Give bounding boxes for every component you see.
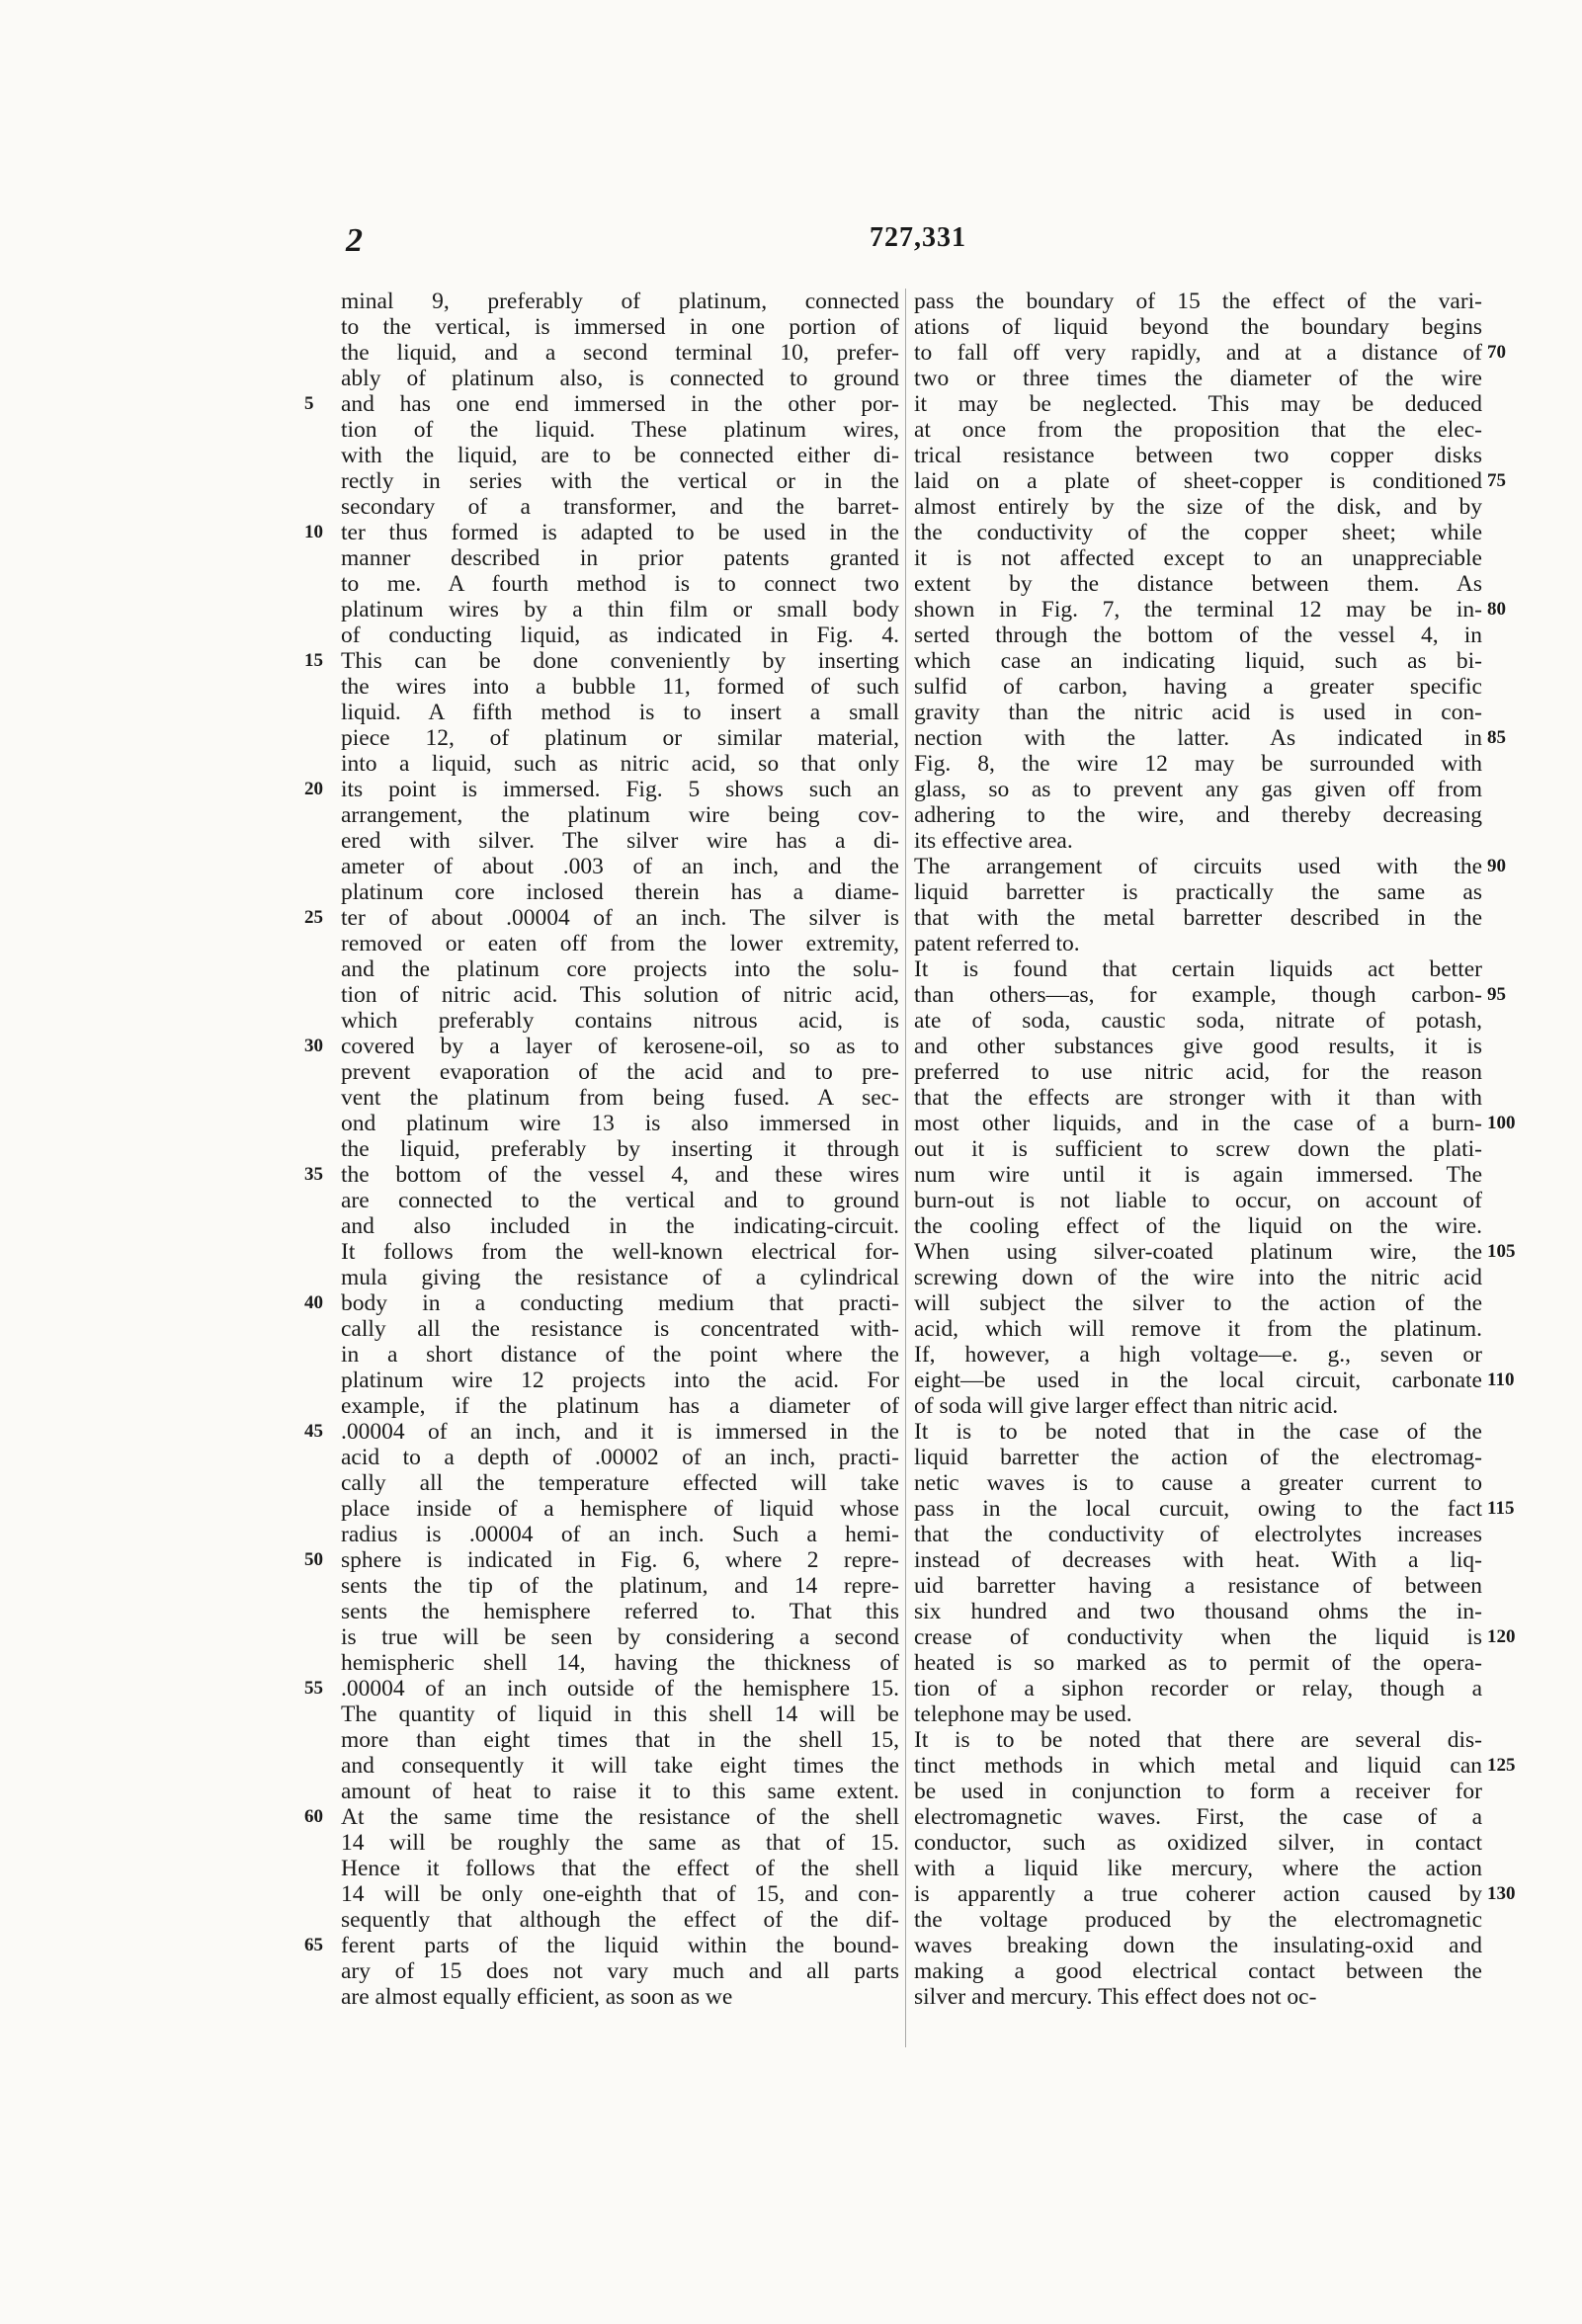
text-line: more than eight times that in the shell 15, bbox=[341, 1727, 899, 1753]
text-line: 14 will be roughly the same as that of 15. bbox=[341, 1830, 899, 1856]
text-line: cally all the resistance is concentrated with- bbox=[341, 1316, 899, 1342]
text-line: and consequently it will take eight times the bbox=[341, 1753, 899, 1779]
text-line: it is not affected except to an unappreciable bbox=[914, 545, 1482, 571]
patent-number: 727,331 bbox=[870, 222, 966, 253]
line-number: 85 bbox=[1487, 727, 1506, 748]
text-line: electromagnetic waves. First, the case of a bbox=[914, 1804, 1482, 1830]
text-line: manner described in prior patents granted bbox=[341, 545, 899, 571]
text-line: sents the tip of the platinum, and 14 repre- bbox=[341, 1573, 899, 1599]
text-line: and has one end immersed in the other por- bbox=[341, 391, 899, 417]
text-line: and other substances give good results, it is bbox=[914, 1034, 1482, 1059]
text-line: gravity than the nitric acid is used in con- bbox=[914, 700, 1482, 725]
line-number: 70 bbox=[1487, 342, 1506, 363]
text-line: its effective area. bbox=[914, 828, 1073, 854]
text-line: the cooling effect of the liquid on the wire. bbox=[914, 1213, 1482, 1239]
text-line: ably of platinum also, is connected to ground bbox=[341, 366, 899, 391]
text-line: at once from the proposition that the elec- bbox=[914, 417, 1482, 443]
line-number: 80 bbox=[1487, 599, 1506, 620]
text-line: The quantity of liquid in this shell 14 will be bbox=[341, 1702, 899, 1727]
text-line: ameter of about .003 of an inch, and the bbox=[341, 854, 899, 879]
text-line: This can be done conveniently by inserting bbox=[341, 648, 899, 674]
right-text-column bbox=[914, 289, 1482, 2010]
text-line: into a liquid, such as nitric acid, so that only bbox=[341, 751, 899, 777]
text-line: .00004 of an inch, and it is immersed in the bbox=[341, 1419, 899, 1445]
text-line: amount of heat to raise it to this same extent. bbox=[341, 1779, 899, 1804]
text-line: ferent parts of the liquid within the bound- bbox=[341, 1933, 899, 1958]
text-line: glass, so as to prevent any gas given off from bbox=[914, 777, 1482, 802]
text-line: Hence it follows that the effect of the shell bbox=[341, 1856, 899, 1881]
text-line: of soda will give larger effect than nitric acid. bbox=[914, 1393, 1339, 1419]
text-line: .00004 of an inch outside of the hemisphere 15. bbox=[341, 1676, 899, 1702]
line-number: 55 bbox=[304, 1678, 323, 1699]
text-line: If, however, a high voltage—e. g., seven or bbox=[914, 1342, 1482, 1368]
line-number: 25 bbox=[304, 907, 323, 928]
line-number: 115 bbox=[1487, 1498, 1515, 1519]
text-line: screwing down of the wire into the nitric acid bbox=[914, 1265, 1482, 1290]
text-line: two or three times the diameter of the wire bbox=[914, 366, 1482, 391]
text-line: is true will be seen by considering a second bbox=[341, 1624, 899, 1650]
line-number: 125 bbox=[1487, 1755, 1516, 1776]
text-line: tion of nitric acid. This solution of nitric acid, bbox=[341, 982, 899, 1008]
text-line: conductor, such as oxidized silver, in contact bbox=[914, 1830, 1482, 1856]
text-line: out it is sufficient to screw down the plati- bbox=[914, 1136, 1482, 1162]
text-line: making a good electrical contact between the bbox=[914, 1958, 1482, 1984]
text-line: that with the metal barretter described in the bbox=[914, 905, 1482, 931]
line-number: 95 bbox=[1487, 984, 1506, 1005]
text-line: six hundred and two thousand ohms the in- bbox=[914, 1599, 1482, 1624]
text-line: When using silver-coated platinum wire, the bbox=[914, 1239, 1482, 1265]
text-line: patent referred to. bbox=[914, 931, 1080, 956]
text-line: be used in conjunction to form a receiver for bbox=[914, 1779, 1482, 1804]
text-line: body in a conducting medium that practi- bbox=[341, 1290, 899, 1316]
text-line: piece 12, of platinum or similar material, bbox=[341, 725, 899, 751]
left-text-column bbox=[341, 289, 899, 2010]
line-number: 20 bbox=[304, 779, 323, 799]
text-line: It is found that certain liquids act better bbox=[914, 956, 1482, 982]
text-line: Fig. 8, the wire 12 may be surrounded with bbox=[914, 751, 1482, 777]
text-line: secondary of a transformer, and the barret- bbox=[341, 494, 899, 520]
text-line: platinum core inclosed therein has a diame- bbox=[341, 879, 899, 905]
line-number: 105 bbox=[1487, 1241, 1516, 1262]
text-line: minal 9, preferably of platinum, connected bbox=[341, 289, 899, 314]
line-number: 50 bbox=[304, 1549, 323, 1570]
line-number: 65 bbox=[304, 1935, 323, 1955]
text-line: its point is immersed. Fig. 5 shows such an bbox=[341, 777, 899, 802]
text-line: sequently that although the effect of the dif- bbox=[341, 1907, 899, 1933]
text-line: the voltage produced by the electromagnetic bbox=[914, 1907, 1482, 1933]
column-divider bbox=[905, 289, 906, 2047]
text-line: acid, which will remove it from the platinum. bbox=[914, 1316, 1482, 1342]
text-line: ter of about .00004 of an inch. The silver is bbox=[341, 905, 899, 931]
text-line: the liquid, preferably by inserting it through bbox=[341, 1136, 899, 1162]
line-number: 120 bbox=[1487, 1626, 1516, 1647]
text-line: mula giving the resistance of a cylindrical bbox=[341, 1265, 899, 1290]
text-line: ond platinum wire 13 is also immersed in bbox=[341, 1111, 899, 1136]
text-line: sents the hemisphere referred to. That this bbox=[341, 1599, 899, 1624]
text-line: pass in the local curcuit, owing to the fact bbox=[914, 1496, 1482, 1522]
text-line: that the effects are stronger with it than with bbox=[914, 1085, 1482, 1111]
text-line: which preferably contains nitrous acid, is bbox=[341, 1008, 899, 1034]
text-line: It is to be noted that in the case of the bbox=[914, 1419, 1482, 1445]
text-line: tion of the liquid. These platinum wires, bbox=[341, 417, 899, 443]
text-line: removed or eaten off from the lower extremity, bbox=[341, 931, 899, 956]
text-line: cally all the temperature effected will take bbox=[341, 1470, 899, 1496]
line-number: 110 bbox=[1487, 1370, 1515, 1390]
text-line: ary of 15 does not vary much and all parts bbox=[341, 1958, 899, 1984]
page-number: 2 bbox=[346, 222, 364, 259]
text-line: 14 will be only one-eighth that of 15, and con- bbox=[341, 1881, 899, 1907]
text-line: than others—as, for example, though carbon- bbox=[914, 982, 1482, 1008]
text-line: rectly in series with the vertical or in the bbox=[341, 468, 899, 494]
text-line: the conductivity of the copper sheet; while bbox=[914, 520, 1482, 545]
text-line: place inside of a hemisphere of liquid whose bbox=[341, 1496, 899, 1522]
text-line: ter thus formed is adapted to be used in the bbox=[341, 520, 899, 545]
text-line: liquid barretter is practically the same as bbox=[914, 879, 1482, 905]
text-line: and also included in the indicating-circuit. bbox=[341, 1213, 899, 1239]
text-line: netic waves is to cause a greater current to bbox=[914, 1470, 1482, 1496]
text-line: telephone may be used. bbox=[914, 1702, 1132, 1727]
line-number: 45 bbox=[304, 1421, 323, 1442]
text-line: of conducting liquid, as indicated in Fig. 4. bbox=[341, 622, 899, 648]
text-line: The arrangement of circuits used with the bbox=[914, 854, 1482, 879]
text-line: num wire until it is again immersed. The bbox=[914, 1162, 1482, 1188]
text-line: heated is so marked as to permit of the opera- bbox=[914, 1650, 1482, 1676]
text-line: in a short distance of the point where the bbox=[341, 1342, 899, 1368]
text-line: liquid barretter the action of the electromag- bbox=[914, 1445, 1482, 1470]
line-number: 40 bbox=[304, 1292, 323, 1313]
line-number: 100 bbox=[1487, 1113, 1516, 1133]
text-line: tion of a siphon recorder or relay, though a bbox=[914, 1676, 1482, 1702]
text-line: is apparently a true coherer action caused by bbox=[914, 1881, 1482, 1907]
text-line: covered by a layer of kerosene-oil, so as to bbox=[341, 1034, 899, 1059]
line-number: 10 bbox=[304, 522, 323, 542]
text-line: laid on a plate of sheet-copper is conditioned bbox=[914, 468, 1482, 494]
text-line: crease of conductivity when the liquid is bbox=[914, 1624, 1482, 1650]
text-line: It follows from the well-known electrical for- bbox=[341, 1239, 899, 1265]
text-line: sulfid of carbon, having a greater specific bbox=[914, 674, 1482, 700]
line-number: 90 bbox=[1487, 856, 1506, 876]
text-line: ered with silver. The silver wire has a di- bbox=[341, 828, 899, 854]
text-line: instead of decreases with heat. With a liq- bbox=[914, 1547, 1482, 1573]
text-line: platinum wire 12 projects into the acid. For bbox=[341, 1368, 899, 1393]
text-line: with the liquid, are to be connected either di- bbox=[341, 443, 899, 468]
text-line: it may be neglected. This may be deduced bbox=[914, 391, 1482, 417]
text-line: to fall off very rapidly, and at a distance of bbox=[914, 340, 1482, 366]
line-number: 5 bbox=[304, 393, 314, 414]
text-line: tinct methods in which metal and liquid can bbox=[914, 1753, 1482, 1779]
text-line: ations of liquid beyond the boundary begins bbox=[914, 314, 1482, 340]
text-line: the wires into a bubble 11, formed of such bbox=[341, 674, 899, 700]
text-line: platinum wires by a thin film or small body bbox=[341, 597, 899, 622]
text-line: ate of soda, caustic soda, nitrate of potash, bbox=[914, 1008, 1482, 1034]
text-line: adhering to the wire, and thereby decreasing bbox=[914, 802, 1482, 828]
text-line: acid to a depth of .00002 of an inch, practi- bbox=[341, 1445, 899, 1470]
text-line: vent the platinum from being fused. A sec- bbox=[341, 1085, 899, 1111]
text-line: which case an indicating liquid, such as bi- bbox=[914, 648, 1482, 674]
line-number: 35 bbox=[304, 1164, 323, 1185]
text-line: trical resistance between two copper disks bbox=[914, 443, 1482, 468]
text-line: arrangement, the platinum wire being cov- bbox=[341, 802, 899, 828]
text-line: sphere is indicated in Fig. 6, where 2 repre- bbox=[341, 1547, 899, 1573]
text-line: uid barretter having a resistance of between bbox=[914, 1573, 1482, 1599]
text-line: eight—be used in the local circuit, carbonate bbox=[914, 1368, 1482, 1393]
text-line: with a liquid like mercury, where the action bbox=[914, 1856, 1482, 1881]
line-number: 30 bbox=[304, 1036, 323, 1056]
text-line: to the vertical, is immersed in one portion of bbox=[341, 314, 899, 340]
text-line: It is to be noted that there are several dis- bbox=[914, 1727, 1482, 1753]
line-number: 75 bbox=[1487, 470, 1506, 491]
text-line: liquid. A fifth method is to insert a small bbox=[341, 700, 899, 725]
text-line: silver and mercury. This effect does not oc- bbox=[914, 1984, 1317, 2010]
text-line: waves breaking down the insulating-oxid and bbox=[914, 1933, 1482, 1958]
text-line: pass the boundary of 15 the effect of the vari- bbox=[914, 289, 1482, 314]
text-line: example, if the platinum has a diameter of bbox=[341, 1393, 899, 1419]
text-line: extent by the distance between them. As bbox=[914, 571, 1482, 597]
text-line: are connected to the vertical and to ground bbox=[341, 1188, 899, 1213]
text-line: burn-out is not liable to occur, on account of bbox=[914, 1188, 1482, 1213]
text-line: prevent evaporation of the acid and to pre- bbox=[341, 1059, 899, 1085]
text-line: shown in Fig. 7, the terminal 12 may be in- bbox=[914, 597, 1482, 622]
text-line: the liquid, and a second terminal 10, prefer- bbox=[341, 340, 899, 366]
text-line: almost entirely by the size of the disk, and by bbox=[914, 494, 1482, 520]
text-line: At the same time the resistance of the shell bbox=[341, 1804, 899, 1830]
text-line: preferred to use nitric acid, for the reason bbox=[914, 1059, 1482, 1085]
text-line: the bottom of the vessel 4, and these wires bbox=[341, 1162, 899, 1188]
text-line: most other liquids, and in the case of a burn- bbox=[914, 1111, 1482, 1136]
text-line: serted through the bottom of the vessel 4, in bbox=[914, 622, 1482, 648]
text-line: hemispheric shell 14, having the thickness of bbox=[341, 1650, 899, 1676]
line-number: 15 bbox=[304, 650, 323, 671]
text-line: will subject the silver to the action of the bbox=[914, 1290, 1482, 1316]
text-line: to me. A fourth method is to connect two bbox=[341, 571, 899, 597]
line-number: 130 bbox=[1487, 1883, 1516, 1904]
text-line: radius is .00004 of an inch. Such a hemi- bbox=[341, 1522, 899, 1547]
text-line: nection with the latter. As indicated in bbox=[914, 725, 1482, 751]
line-number: 60 bbox=[304, 1806, 323, 1827]
text-line: are almost equally efficient, as soon as we bbox=[341, 1984, 733, 2010]
text-line: that the conductivity of electrolytes increases bbox=[914, 1522, 1482, 1547]
text-line: and the platinum core projects into the solu- bbox=[341, 956, 899, 982]
